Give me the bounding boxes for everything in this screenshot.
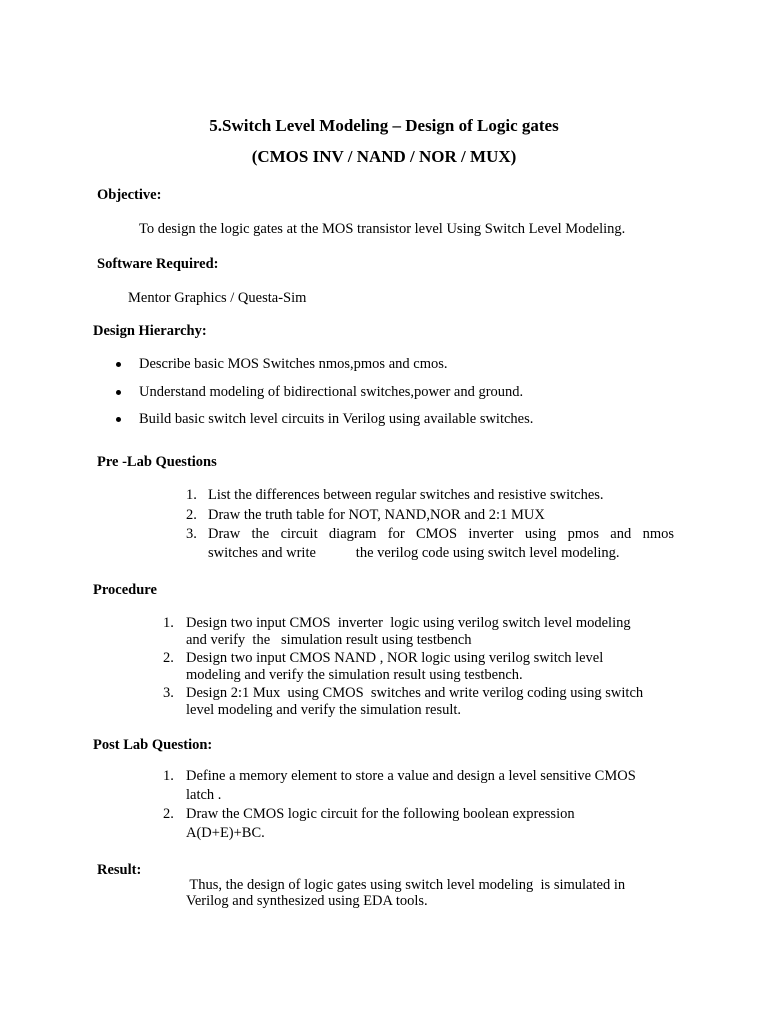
list-number: 3. [163,685,174,701]
result-text-line1: Thus, the design of logic gates using switch level modeling is simulated in [186,877,626,893]
prelab-heading: Pre -Lab Questions [97,454,217,470]
list-item: Design two input CMOS inverter logic using verilog switch level modeling [186,615,631,631]
list-number: 2. [163,806,174,822]
software-heading: Software Required: [97,256,219,272]
list-number: 2. [186,507,197,523]
bullet-icon [116,417,121,422]
result-text-line2: Verilog and synthesized using EDA tools. [186,893,428,909]
list-number: 3. [186,526,197,542]
list-item-continuation: modeling and verify the simulation result using testbench. [186,667,523,683]
page-title: 5.Switch Level Modeling – Design of Logic gates [209,116,559,135]
page-subtitle: (CMOS INV / NAND / NOR / MUX) [251,147,517,166]
list-item-continuation: level modeling and verify the simulation result. [186,702,462,718]
bullet-icon [116,362,121,367]
software-text: Mentor Graphics / Questa-Sim [128,290,307,306]
list-item-continuation: A(D+E)+BC. [186,825,265,841]
list-number: 1. [163,768,174,784]
objective-heading: Objective: [97,187,162,203]
result-heading: Result: [97,862,142,878]
list-item: Draw the truth table for NOT, NAND,NOR and 2:1 MUX [208,507,545,523]
list-item: Design two input CMOS NAND , NOR logic using verilog switch level [186,650,604,666]
list-item: Draw the circuit diagram for CMOS inverter using pmos and nmos [208,526,674,542]
procedure-heading: Procedure [93,582,157,598]
bullet-icon [116,390,121,395]
list-item: Design 2:1 Mux using CMOS switches and write verilog coding using switch [186,685,644,701]
list-item-continuation: latch . [186,787,222,803]
list-number: 1. [186,487,197,503]
list-item-continuation: switches and write the verilog code using switch level modeling. [208,545,620,561]
list-item: Build basic switch level circuits in Verilog using available switches. [139,411,534,427]
list-number: 1. [163,615,174,631]
list-item: Draw the CMOS logic circuit for the following boolean expression [186,806,575,822]
objective-text: To design the logic gates at the MOS transistor level Using Switch Level Modeling. [139,221,626,237]
postlab-heading: Post Lab Question: [93,737,213,753]
hierarchy-heading: Design Hierarchy: [93,323,207,339]
list-number: 2. [163,650,174,666]
list-item-continuation: and verify the simulation result using testbench [186,632,472,648]
list-item: Define a memory element to store a value and design a level sensitive CMOS [186,768,636,784]
list-item: List the differences between regular switches and resistive switches. [208,487,604,503]
list-item: Describe basic MOS Switches nmos,pmos and cmos. [139,356,448,372]
list-item: Understand modeling of bidirectional switches,power and ground. [139,384,524,400]
